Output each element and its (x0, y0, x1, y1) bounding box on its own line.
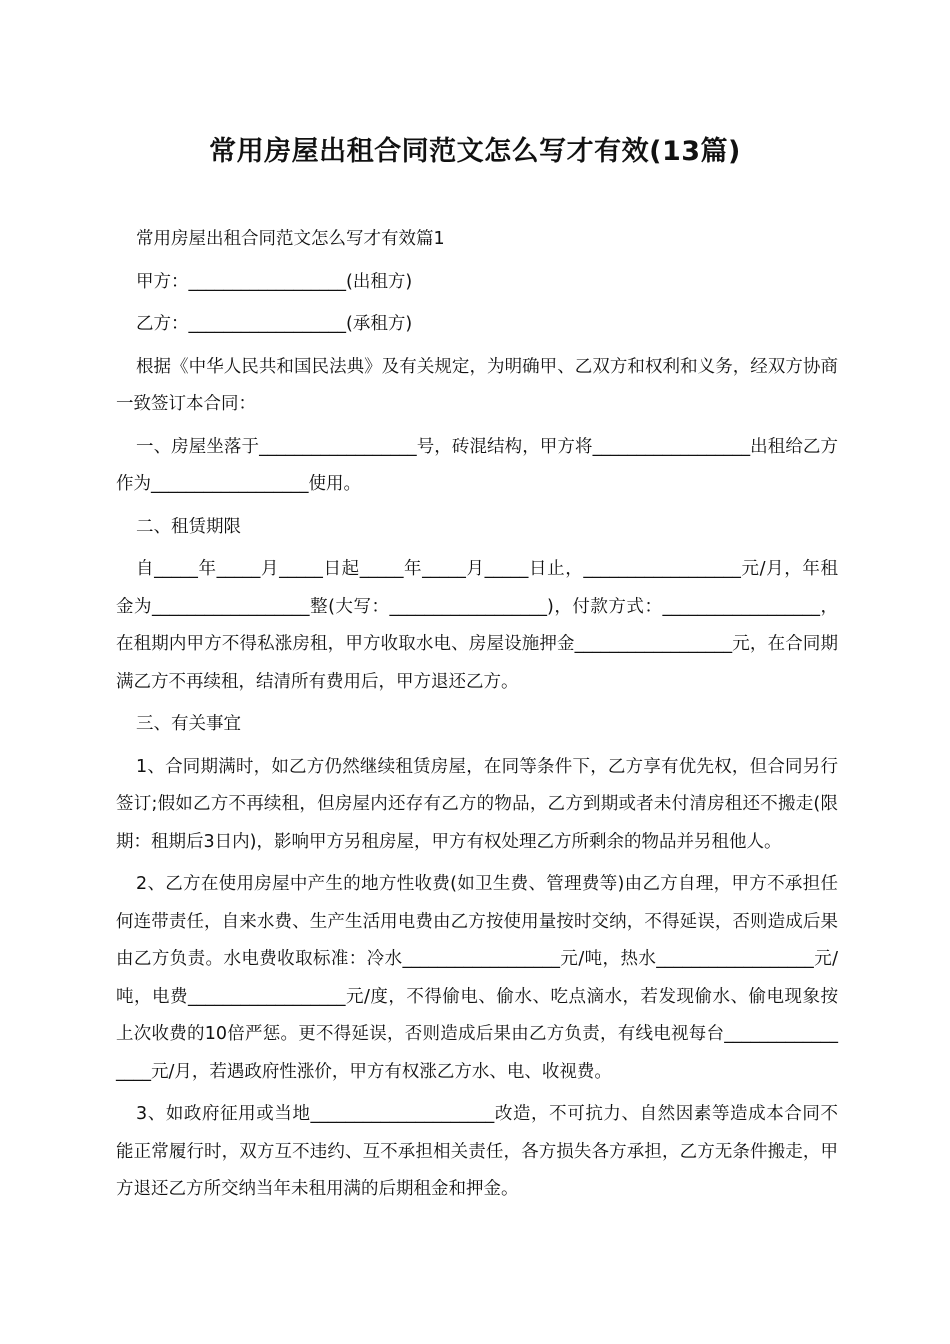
clause-heading-lease-term: 二、租赁期限 (136, 516, 241, 537)
document-title: 常用房屋出租合同范文怎么写才有效(13篇) (209, 136, 741, 167)
clause-item-2: 2、乙方在使用房屋中产生的地方性收费(如卫生费、管理费等)由乙方自理，甲方不承担任何连带责任，自来水费、生产生活用电费由乙方按使用量按时交纳，不得延误，否则造成后果由乙方负责。水电费收取标准：冷水__________________元/吨，热水__________________元/吨，电费__________________元/度，不得偷电、偷水、吃点滴水，若发现偷水、偷电现象按上次收费的10倍严惩。更不得延误，否则造成后果由乙方负责，有线电视每台_________________元/月，若遇政府性涨价，甲方有权涨乙方水、电、收视费。 (116, 874, 838, 1082)
clause-property-location: 一、房屋坐落于__________________号，砖混结构，甲方将__________________出租给乙方作为__________________使用。 (116, 436, 838, 494)
clause-item-1: 1、合同期满时，如乙方仍然继续租赁房屋，在同等条件下，乙方享有优先权，但合同另行签订;假如乙方不再续租，但房屋内还存有乙方的物品，乙方到期或者未付清房租还不搬走(限期：租期后3日内)，影响甲方另租房屋，甲方有权处理乙方所剩余的物品并另租他人。 (116, 756, 838, 852)
party-a-line: 甲方：__________________(出租方) (136, 271, 413, 292)
preamble-paragraph: 根据《中华人民共和国民法典》及有关规定，为明确甲、乙双方和权利和义务，经双方协商一致签订本合同： (116, 356, 838, 414)
clause-lease-term: 自_____年_____月_____日起_____年_____月_____日止，__________________元/月，年租金为__________________整(大写：__________________)，付款方式：__________________，在租期内甲方不得私涨房租，甲方收取水电、房屋设施押金__________________元，在合同期满乙方不再续租，结清所有费用后，甲方退还乙方。 (116, 559, 838, 692)
clause-heading-matters: 三、有关事宜 (136, 714, 241, 734)
section-heading: 常用房屋出租合同范文怎么写才有效篇1 (136, 229, 445, 249)
clause-item-3: 3、如政府征用或当地_____________________改造，不可抗力、自然因素等造成本合同不能正常履行时，双方互不违约、互不承担相关责任，各方损失各方承担，乙方无条件搬走，甲方退还乙方所交纳当年未租用满的后期租金和押金。 (116, 1104, 838, 1199)
document-body (116, 221, 838, 1214)
party-b-line: 乙方：__________________(承租方) (136, 314, 413, 334)
